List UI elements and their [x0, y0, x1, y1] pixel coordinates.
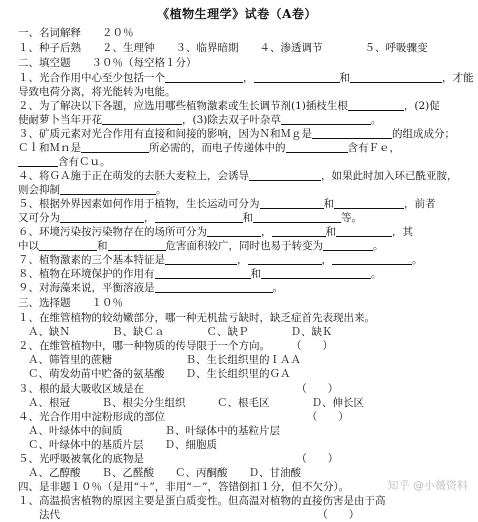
question-2-2: ２、为了解决以下各题，应选用哪些植物激素或生长调节剂(1)插枝生根 ，(2)促 — [18, 100, 440, 112]
watermark: 知乎 @小薇资料 — [387, 479, 468, 492]
answer-blank[interactable] — [312, 127, 392, 139]
question-3-1: １、在维管植物的较幼嫩部分，哪一种无机盐亏缺时，缺乏症首先表现出来。 — [18, 312, 375, 324]
answer-bracket[interactable]: （ ） — [301, 453, 339, 465]
section1-terms: １、种子后熟 ２、生理钟 ３、临界暗期 ４、渗透调节 ５、呼吸骤变 — [18, 42, 428, 54]
answer-bracket[interactable]: （ ） — [312, 411, 349, 423]
answer-blank[interactable] — [165, 253, 237, 265]
question-2-6: ６、环境污染按污染物存在的场所可分为 ， 和 ，其 — [18, 226, 413, 238]
answer-bracket[interactable]: （ ） — [301, 383, 339, 395]
answer-blank[interactable] — [60, 183, 156, 195]
question-2-5-cont: 又可分为 ， 和 等。 — [18, 212, 362, 224]
question-2-3-cont: Ｃｌ和Ｍｎ是 所必需的，而电子传递体中的 含有Ｆｅ， — [18, 142, 400, 154]
question-3-3: ３、根的最大吸收区域是在 （ ） — [18, 383, 339, 395]
answer-blank[interactable] — [260, 197, 324, 209]
answer-blank[interactable] — [165, 71, 243, 83]
question-3-5-options[interactable]: Ａ、乙醇酸 Ｂ、乙醛酸 Ｃ、丙酮酸 Ｄ、甘油酸 — [28, 467, 301, 479]
answer-blank[interactable] — [102, 113, 182, 125]
answer-blank[interactable] — [323, 239, 373, 251]
question-2-6-cont: 中以 和 危害面积较广，同时也易于转变为 。 — [18, 240, 384, 252]
question-3-2: ２、在维管植物中，哪一种物质的传导限于一个方向。 （ ） — [18, 340, 333, 352]
section4-header: 四、是非题１０％（是用“＋”，非用“－”，答错倒扣１分，但不欠分）。 — [18, 481, 350, 493]
question-3-4-options-2[interactable]: Ｃ、叶绿体中的基质片层 Ｄ、细胞质 — [28, 439, 217, 451]
answer-blank[interactable] — [348, 99, 404, 111]
section3-header: 三、选择题 １０％ — [18, 297, 123, 309]
answer-blank[interactable] — [249, 169, 321, 181]
answer-blank[interactable] — [155, 267, 251, 279]
question-2-9: ９、对海藻来说，平衡溶液是 。 — [18, 282, 283, 294]
answer-blank[interactable] — [336, 225, 392, 237]
question-3-4: ４、光合作用中淀粉形成的部位 （ ） — [18, 411, 349, 423]
answer-blank[interactable] — [253, 211, 341, 223]
answer-blank[interactable] — [272, 225, 326, 237]
answer-bracket[interactable]: （ ） — [296, 340, 333, 352]
answer-blank[interactable] — [286, 141, 348, 153]
answer-blank[interactable] — [332, 253, 412, 265]
question-3-5: ５、光呼吸被氧化的底物是 （ ） — [18, 453, 339, 465]
section1-header: 一、名词解释 ２０％ — [18, 27, 134, 39]
answer-blank[interactable] — [81, 141, 149, 153]
answer-blank[interactable] — [350, 71, 442, 83]
question-2-1: １、光合作用中心至少包括一个 ， 和 ，才能 — [18, 72, 474, 84]
question-2-4-cont: 则会抑制 。 — [18, 184, 167, 196]
answer-blank[interactable] — [254, 71, 340, 83]
answer-blank[interactable] — [39, 239, 97, 251]
section2-header: 二、填空题 ３０％（每空格１分） — [18, 57, 197, 69]
answer-blank[interactable] — [207, 225, 261, 237]
question-2-8: ８、植物在环境保护的作用有 和 。 — [18, 268, 382, 280]
answer-blank[interactable] — [108, 239, 166, 251]
answer-blank[interactable] — [248, 253, 322, 265]
answer-blank[interactable] — [334, 197, 404, 209]
question-2-7: ７、植物激素的三个基本特征是 ， ， 。 — [18, 254, 423, 266]
question-3-2-options-2[interactable]: Ｃ、萌发幼苗中贮备的氨基酸 Ｄ、生长组织里的ＧＡ — [28, 368, 291, 380]
question-2-3-cont2: 含有Ｃｕ。 — [18, 155, 468, 169]
answer-blank[interactable] — [155, 281, 273, 293]
question-3-4-options-1[interactable]: Ａ、叶绿体中的间质 Ｂ、叶绿体中的基粒片层 — [28, 425, 280, 437]
question-2-2-cont: 使耐萝卜当年开花 ，(3)除去双子叶杂草 。 — [18, 114, 382, 126]
question-4-1: １、高温损害植物的原因主要是蛋白质变性。但高温对植物的直接伤害是由于高 — [18, 495, 386, 507]
answer-blank[interactable] — [155, 211, 243, 223]
answer-blank[interactable] — [281, 113, 371, 125]
question-2-5: ５、根据外界因素如何作用于植物，生长运动可分为 和 ，前者 — [18, 198, 436, 210]
exam-title: 《植物生理学》试卷（A卷） — [157, 7, 317, 21]
question-2-1-cont: 导致电荷分离，将光能转为电能。 — [18, 86, 176, 98]
question-2-4: ４、将ＧＡ施于正在萌发的去胚大麦粒上，会诱导 ，如果此时加入环已酰亚胺， — [18, 170, 458, 182]
answer-blank[interactable] — [18, 155, 58, 167]
question-3-1-options[interactable]: Ａ、缺Ｎ Ｂ、缺Ｃａ Ｃ、缺Ｐ Ｄ、缺Ｋ — [28, 326, 333, 338]
question-2-3: ３、矿质元素对光合作用有直接和间接的影响，因为Ｎ和Ｍｇ是 的组成成分； — [18, 128, 455, 140]
answer-blank[interactable] — [261, 267, 371, 279]
question-3-2-options-1[interactable]: Ａ、筛管里的蔗糖 Ｂ、生长组织里的ＩＡＡ — [28, 354, 301, 366]
answer-blank[interactable] — [60, 211, 144, 223]
question-3-3-options[interactable]: Ａ、根冠 Ｂ、根尖分生组织 Ｃ、根毛区 Ｄ、伸长区 — [28, 397, 364, 409]
question-4-1-cont: 法代 （ ） — [18, 509, 360, 521]
